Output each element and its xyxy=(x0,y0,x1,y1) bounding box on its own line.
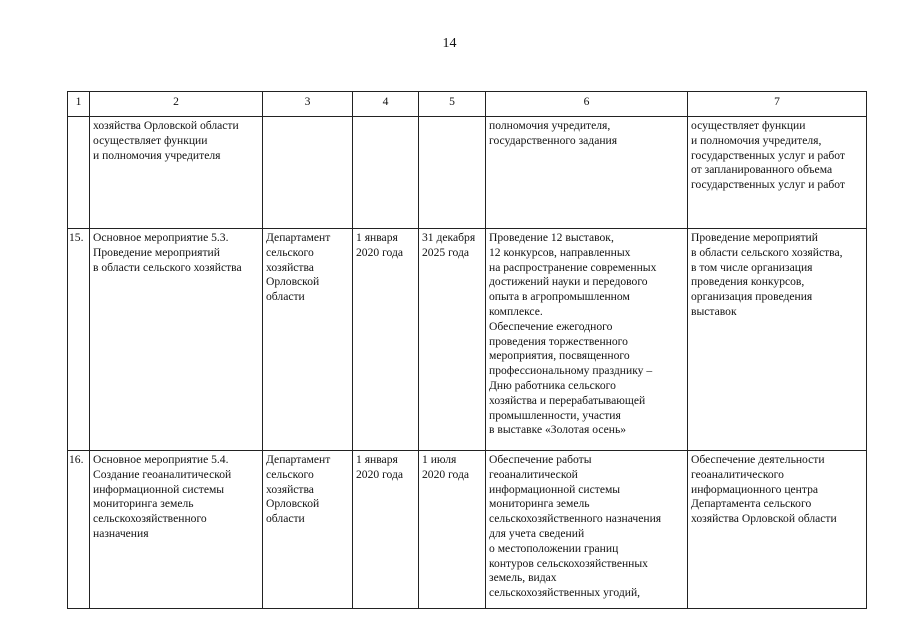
table-row xyxy=(68,451,867,609)
content-cell: осуществляет функции и полномочия учредителя, государственных услуг и работ от запланированного объема государственных услуг и работ xyxy=(688,117,867,229)
row-number: 15. xyxy=(68,229,90,451)
end-date-cell xyxy=(419,117,486,229)
content-cell: Проведение мероприятий в области сельского хозяйства, в том числе организация проведения конкурсов, организация проведения выставок xyxy=(688,229,867,451)
content-cell: Обеспечение деятельности геоаналитического информационного центра Департамента сельского хозяйства Орловской области xyxy=(688,451,867,609)
start-date-cell: 1 января 2020 года xyxy=(353,229,419,451)
executor-cell xyxy=(263,117,353,229)
executor-cell: Департамент сельского хозяйства Орловской области xyxy=(263,451,353,609)
program-activities-table xyxy=(67,91,867,609)
column-header: 4 xyxy=(353,92,419,117)
column-header: 2 xyxy=(90,92,263,117)
column-header: 3 xyxy=(263,92,353,117)
end-date-cell: 31 декабря 2025 года xyxy=(419,229,486,451)
activity-cell: хозяйства Орловской области осуществляет функции и полномочия учредителя xyxy=(90,117,263,229)
column-header: 7 xyxy=(688,92,867,117)
column-header: 1 xyxy=(68,92,90,117)
start-date-cell: 1 января 2020 года xyxy=(353,451,419,609)
start-date-cell xyxy=(353,117,419,229)
end-date-cell: 1 июля 2020 года xyxy=(419,451,486,609)
row-number xyxy=(68,117,90,229)
result-cell: Обеспечение работы геоаналитической информационной системы мониторинга земель сельскохозяйственного назначения для учета сведений о местоположении границ контуров сельскохозяйственных земель, видах сельскохозяйственных угодий, xyxy=(486,451,688,609)
column-header: 6 xyxy=(486,92,688,117)
table-row xyxy=(68,117,867,229)
activity-cell: Основное мероприятие 5.3. Проведение мероприятий в области сельского хозяйства xyxy=(90,229,263,451)
column-header: 5 xyxy=(419,92,486,117)
row-number: 16. xyxy=(68,451,90,609)
activity-cell: Основное мероприятие 5.4. Создание геоаналитической информационной системы мониторинга земель сельскохозяйственного назначения xyxy=(90,451,263,609)
result-cell: Проведение 12 выставок, 12 конкурсов, направленных на распространение современных достижений науки и передового опыта в агропромышленном комплексе. Обеспечение ежегодного проведения торжественного мероприятия, посвященного профессиональному празднику – Дню работника сельского хозяйства и перерабатывающей промышленности, участия в выставке «Золотая осень» xyxy=(486,229,688,451)
table-header-row xyxy=(68,92,867,117)
result-cell: полномочия учредителя, государственного задания xyxy=(486,117,688,229)
table-row xyxy=(68,229,867,451)
page-number: 14 xyxy=(442,36,457,51)
executor-cell: Департамент сельского хозяйства Орловской области xyxy=(263,229,353,451)
